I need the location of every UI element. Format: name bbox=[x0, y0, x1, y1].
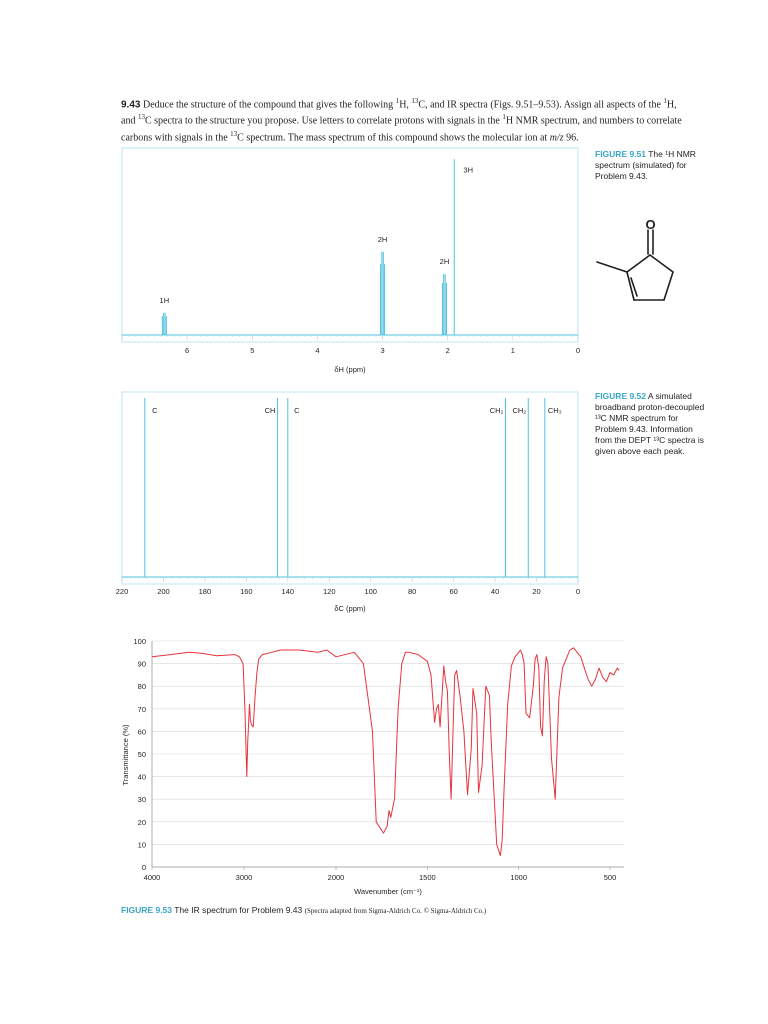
ir-x-axis-label: Wavenumber (cm⁻¹) bbox=[354, 887, 422, 896]
ir-y-tick-label: 100 bbox=[133, 637, 146, 646]
problem-mz: m/z bbox=[549, 131, 564, 143]
c-nmr-tick-label: 20 bbox=[532, 587, 541, 596]
c-nmr-dept-label: C bbox=[294, 406, 300, 415]
figure-9-51-text: The ¹H NMR spectrum (simulated) for Problem 9.43. bbox=[595, 149, 696, 181]
h-nmr-integral-label: 1H bbox=[159, 295, 170, 305]
c-nmr-tick-label: 0 bbox=[575, 587, 581, 596]
problem-text-c: spectra to the structure you propose. Use letters to correlate protons with signals in the bbox=[151, 115, 503, 127]
ir-y-tick-label: 10 bbox=[137, 840, 146, 850]
ir-series-line bbox=[152, 648, 619, 856]
c-nmr-tick-label: 120 bbox=[323, 587, 336, 596]
c-nmr-dept-label: C bbox=[152, 406, 158, 415]
h-nmr-integral-label: 2H bbox=[377, 234, 388, 244]
figure-9-53-text: The IR spectrum for Problem 9.43 bbox=[172, 905, 305, 915]
c-nmr-dept-label: CH₂ bbox=[512, 406, 527, 415]
c-nmr-tick-label: 220 bbox=[115, 587, 129, 596]
h-nmr-tick-label: 3 bbox=[380, 346, 385, 355]
chemical-structure bbox=[597, 230, 673, 300]
problem-text-a: Deduce the structure of the compound that gives the following bbox=[140, 99, 396, 111]
c-nmr-frame bbox=[122, 392, 578, 584]
c-nmr-dept-label: CH₃ bbox=[547, 406, 562, 415]
c-nmr-tick-label: 140 bbox=[281, 587, 295, 596]
c-nmr-tick-label: 80 bbox=[408, 587, 417, 596]
c-nmr-x-axis-label: δC (ppm) bbox=[334, 604, 366, 613]
figure-9-53-source: (Spectra adapted from Sigma-Aldrich Co. © Sigma-Aldrich Co.) bbox=[304, 907, 487, 915]
c-nmr-tick-label: 200 bbox=[157, 587, 170, 596]
ir-chart bbox=[133, 637, 624, 882]
carbonyl-oxygen-label: O bbox=[645, 217, 656, 232]
h-nmr-integral-label: 3H bbox=[463, 165, 474, 175]
figure-9-52-text: A simulated broadband proton-decoupled ¹³C NMR spectrum for Problem 9.43. Information from the DEPT ¹³C spectra is given above each peak. bbox=[595, 391, 705, 456]
problem-statement: 9.43 Deduce the structure of the compound that gives the following $^1$H, $^{13}$C, and IR spectra (Figs. 9.51–9.53). Assign all aspects of the $^1$H, and $^{13}$C spectra to the structure you propose. Use letters to correlate protons with signals in the $^1$H NMR spectrum, and numbers to correlate carbons with signals in the $^{13}$C spectrum. The mass spectrum of this compound shows the molecular ion at m/z 96. bbox=[121, 97, 682, 143]
figure-9-53-label: FIGURE 9.53 bbox=[121, 905, 173, 915]
ir-y-tick-label: 90 bbox=[137, 659, 146, 669]
h-nmr-integral-label: 2H bbox=[439, 256, 450, 266]
h-nmr-tick-label: 1 bbox=[510, 346, 515, 355]
c-nmr-dept-label: CH₂ bbox=[489, 406, 504, 415]
ir-x-tick-label: 4000 bbox=[143, 873, 161, 882]
ir-x-tick-label: 1000 bbox=[510, 873, 528, 882]
h-nmr-tick-label: 6 bbox=[185, 346, 190, 355]
problem-text-b: , and IR spectra (Figs. 9.51–9.53). Assign all aspects of the bbox=[425, 99, 664, 111]
ir-y-tick-label: 80 bbox=[137, 682, 146, 692]
h-nmr-x-axis-label: δH (ppm) bbox=[334, 365, 366, 374]
ir-y-tick-label: 60 bbox=[137, 727, 146, 737]
ir-y-tick-label: 50 bbox=[137, 750, 146, 759]
ir-x-tick-label: 1500 bbox=[418, 873, 436, 882]
h-nmr-tick-label: 5 bbox=[250, 346, 255, 355]
ir-y-tick-label: 20 bbox=[137, 817, 146, 827]
h-nmr-frame bbox=[122, 148, 578, 342]
ir-y-tick-label: 40 bbox=[137, 772, 146, 782]
c-nmr-dept-label: CH bbox=[264, 406, 276, 415]
h-nmr-chart bbox=[122, 159, 580, 355]
ir-x-tick-label: 2000 bbox=[327, 873, 345, 882]
c-nmr-tick-label: 160 bbox=[240, 587, 253, 596]
c-nmr-tick-label: 100 bbox=[364, 587, 377, 596]
c-nmr-chart bbox=[116, 398, 580, 596]
c-nmr-tick-label: 180 bbox=[198, 587, 212, 596]
figure-9-51-label: FIGURE 9.51 bbox=[595, 149, 647, 159]
ir-x-tick-label: 3000 bbox=[235, 873, 253, 882]
c-nmr-tick-label: 40 bbox=[490, 587, 500, 596]
problem-text-e: spectrum. The mass spectrum of this compound shows the molecular ion at bbox=[243, 131, 550, 143]
problem-text-f: 96. bbox=[563, 131, 579, 143]
h-nmr-tick-label: 4 bbox=[315, 346, 320, 355]
ir-y-tick-label: 0 bbox=[141, 863, 146, 872]
ir-y-tick-label: 70 bbox=[137, 704, 146, 714]
c-nmr-tick-label: 60 bbox=[449, 587, 458, 596]
problem-number: 9.43 bbox=[121, 99, 141, 111]
ir-y-tick-label: 30 bbox=[137, 795, 146, 805]
ir-x-tick-label: 500 bbox=[603, 873, 617, 882]
h-nmr-tick-label: 2 bbox=[445, 346, 450, 355]
figure-9-52-label: FIGURE 9.52 bbox=[595, 391, 647, 401]
h-nmr-tick-label: 0 bbox=[575, 346, 581, 355]
ir-y-axis-label: Transmittance (%) bbox=[121, 724, 130, 786]
problem-text-d: NMR spectrum, and numbers to correlate carbons with signals in the bbox=[121, 115, 682, 143]
